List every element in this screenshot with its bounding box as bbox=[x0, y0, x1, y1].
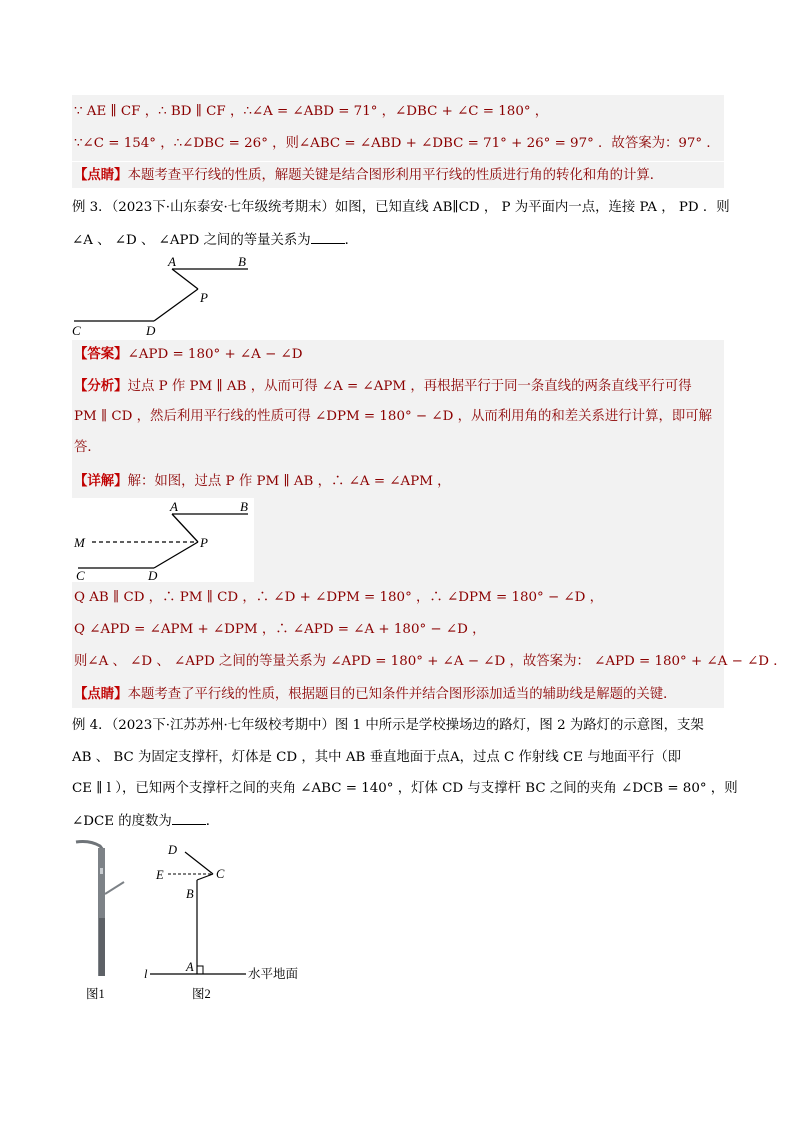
example4-line-3: CE ∥ l ），已知两个支撑杆之间的夹角 ∠ABC = 140° ，灯体 CD 与支撑杆 BC 之间的夹角 ∠DCB = 80° ，则 bbox=[72, 781, 738, 796]
detail-tag: 【详解】 bbox=[74, 473, 128, 489]
example3-question: ∠A 、 ∠D 、 ∠APD 之间的等量关系为 bbox=[72, 233, 311, 248]
point-B-label: B bbox=[238, 254, 246, 269]
detail-line-4: 则∠A 、 ∠D 、 ∠APD 之间的等量关系为 ∠APD = 180° + ∠A − ∠D ，故答案为： ∠APD = 180° + ∠A − ∠D ． bbox=[74, 654, 787, 669]
analysis-text-1: 过点 P 作 PM ∥ AB ，从而可得 ∠A = ∠APM ，再根据平行于同一条直线的两条直线平行可得 bbox=[127, 379, 692, 394]
point-C-label: C bbox=[72, 323, 81, 338]
example3-figure bbox=[70, 252, 270, 342]
point-D-label: D bbox=[146, 323, 156, 338]
comment-tag: 【点睛】 bbox=[74, 167, 128, 183]
point-P-label: P bbox=[200, 290, 208, 305]
lamp-point-B-label: B bbox=[186, 887, 194, 901]
detail-line-3: Q ∠APD = ∠APM + ∠DPM ，∴ ∠APD = ∠A + 180° − ∠D ， bbox=[74, 622, 486, 637]
figure-1-caption: 图1 bbox=[86, 987, 105, 1001]
prev-solution-line-2: ∵∠C = 154° ，∴∠DBC = 26° ，则∠ABC = ∠ABD + ∠DBC = 71° + 26° = 97° ．故答案为：97° ． bbox=[74, 136, 720, 151]
detail-point-C-label: C bbox=[76, 568, 85, 582]
answer-text: ∠APD = 180° + ∠A − ∠D bbox=[127, 347, 303, 362]
detail-line-1 bbox=[74, 471, 726, 492]
example3-question-end: ． bbox=[344, 233, 359, 248]
detail-text-1: 解：如图，过点 P 作 PM ∥ AB ，∴ ∠A = ∠APM ， bbox=[127, 474, 451, 489]
comment-text: 本题考查平行线的性质，解题关键是结合图形利用平行线的性质进行角的转化和角的计算． bbox=[127, 168, 664, 183]
analysis-line-1 bbox=[74, 376, 726, 397]
detail-point-A-label: A bbox=[170, 499, 178, 514]
example3-detail-figure bbox=[72, 498, 254, 582]
answer-line bbox=[74, 344, 726, 365]
example3-line-1: 例 3．（2023下·山东泰安·七年级统考期末）如图，已知直线 AB∥CD ， P 为平面内一点，连接 PA ， PD ．则 bbox=[72, 200, 730, 215]
example4-line-4 bbox=[72, 810, 724, 832]
street-lamp-photo bbox=[72, 838, 132, 1004]
line-l-label: l bbox=[144, 967, 148, 981]
lamp-point-A-label: A bbox=[186, 960, 194, 974]
example3-comment-line bbox=[74, 684, 726, 705]
lamp-schematic bbox=[140, 838, 320, 1004]
analysis-line-3: 答． bbox=[74, 440, 101, 455]
point-A-label: A bbox=[168, 254, 176, 269]
example4-answer-blank bbox=[172, 810, 206, 825]
lamp-point-C-label: C bbox=[216, 867, 225, 881]
answer-blank bbox=[311, 229, 345, 244]
detail-point-M-label: M bbox=[74, 535, 85, 550]
analysis-line-2: PM ∥ CD ，然后利用平行线的性质可得 ∠DPM = 180° − ∠D ，从而利用角的和差关系进行计算，即可解 bbox=[74, 409, 713, 424]
lamp-point-E-label: E bbox=[156, 868, 164, 882]
prev-comment-line bbox=[74, 165, 726, 186]
detail-line-2: Q AB ∥ CD ，∴ PM ∥ CD ，∴ ∠D + ∠DPM = 180° ，∴ ∠DPM = 180° − ∠D ， bbox=[74, 590, 604, 605]
example4-line-2: AB 、 BC 为固定支撑杆，灯体是 CD ，其中 AB 垂直地面于点A，过点 C 作射线 CE 与地面平行（即 bbox=[72, 750, 681, 765]
example3-comment-text: 本题考查了平行线的性质，根据题目的已知条件并结合图形添加适当的辅助线是解题的关键． bbox=[127, 687, 677, 702]
example4-line-1: 例 4．（2023下·江苏苏州·七年级校考期中）图 1 中所示是学校操场边的路灯，图 2 为路灯的示意图，支架 bbox=[72, 718, 704, 733]
ground-label: 水平地面 bbox=[248, 967, 299, 981]
lamp-point-D-label: D bbox=[168, 843, 178, 857]
example4-question: ∠DCE 的度数为 bbox=[72, 814, 172, 829]
detail-point-D-label: D bbox=[148, 568, 158, 582]
detail-point-B-label: B bbox=[240, 499, 248, 514]
analysis-tag: 【分析】 bbox=[74, 378, 128, 394]
example3-comment-tag: 【点睛】 bbox=[74, 686, 128, 702]
example4-question-end: ． bbox=[205, 814, 220, 829]
detail-point-P-label: P bbox=[200, 535, 208, 550]
prev-solution-line-1: ∵ AE ∥ CF ，∴ BD ∥ CF ，∴∠A = ∠ABD = 71° ，∠DBC + ∠C = 180° ， bbox=[74, 104, 549, 119]
figure-2-caption: 图2 bbox=[192, 987, 211, 1001]
example3-line-2 bbox=[72, 229, 724, 251]
answer-tag: 【答案】 bbox=[74, 346, 128, 362]
